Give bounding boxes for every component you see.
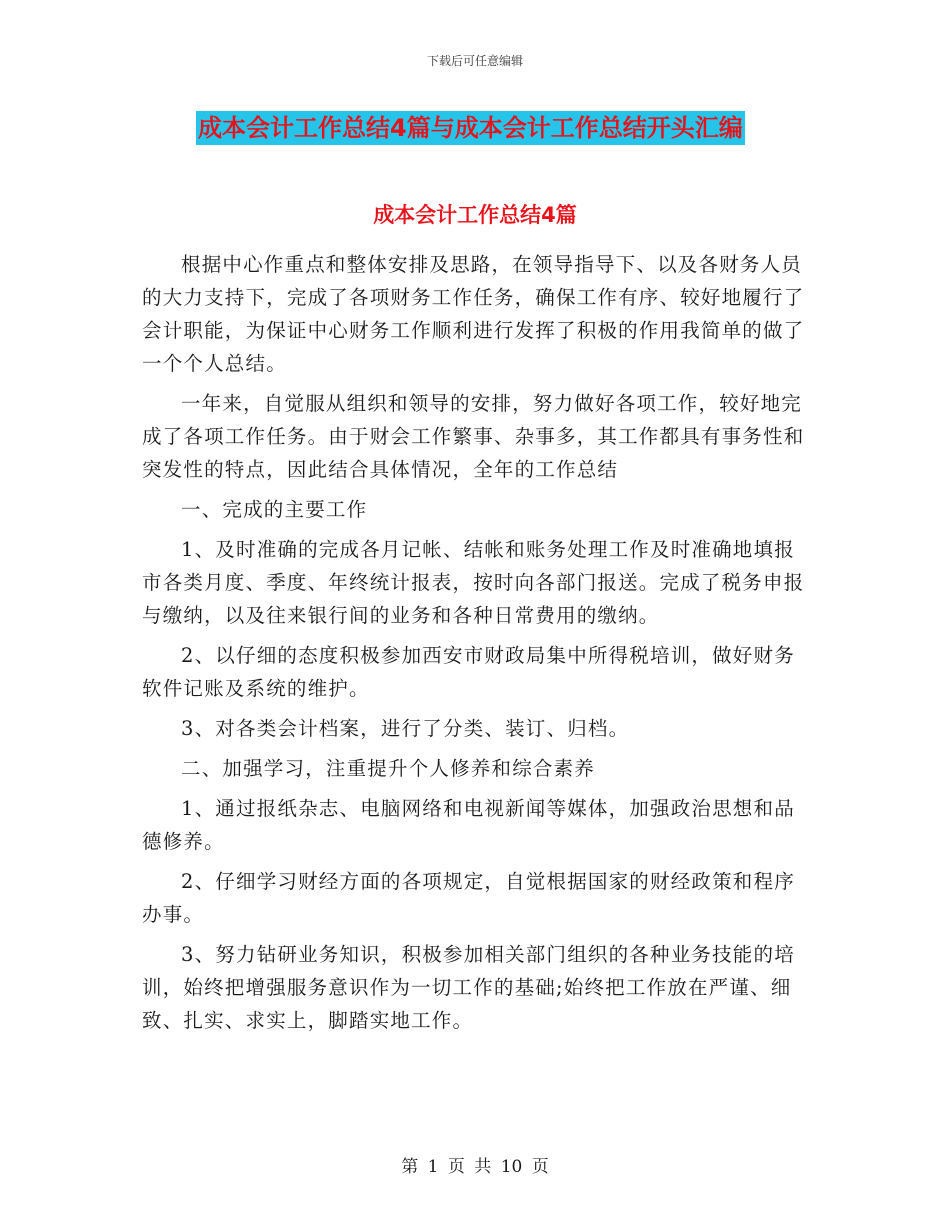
paragraph-heading: 一、完成的主要工作 [181,498,368,521]
paragraph-heading: 二、加强学习，注重提升个人修养和综合素养 [181,757,596,780]
document-title: 成本会计工作总结4篇与成本会计工作总结开头汇编 [196,111,745,145]
section-title: 成本会计工作总结4篇 [373,203,577,227]
paragraph: 一年来，自觉服从组织和领导的安排，努力做好各项工作，较好地完成了各项工作任务。由于财会工作繁事、杂事多，其工作都具有事务性和突发性的特点，因此结合具体情况，全年的工作总结 [142,392,805,481]
paragraph: 3、努力钻研业务知识，积极参加相关部门组织的各种业务技能的培训，始终把增强服务意识作为一切工作的基础;始终把工作放在严谨、细致、扎实、求实上，脚踏实地工作。 [142,943,795,1032]
page-footer: 第 1 页 共 10 页 [401,1157,549,1177]
paragraph: 3、对各类会计档案，进行了分类、装订、归档。 [181,717,630,740]
paragraph: 2、以仔细的态度积极参加西安市财政局集中所得税培训，做好财务软件记账及系统的维护。 [142,644,795,700]
paragraph: 2、仔细学习财经方面的各项规定，自觉根据国家的财经政策和程序办事。 [142,870,795,926]
paragraph: 1、通过报纸杂志、电脑网络和电视新闻等媒体，加强政治思想和品德修养。 [142,797,795,853]
header-note: 下载后可任意编辑 [426,54,523,68]
paragraph: 根据中心作重点和整体安排及思路，在领导指导下、以及各财务人员的大力支持下，完成了各项财务工作任务，确保工作有序、较好地履行了会计职能，为保证中心财务工作顺利进行发挥了积极的作用我简单的做了一个个人总结。 [142,253,805,375]
document-body [142,248,814,1044]
paragraph: 1、及时准确的完成各月记帐、结帐和账务处理工作及时准确地填报市各类月度、季度、年终统计报表，按时向各部门报送。完成了税务申报与缴纳，以及往来银行间的业务和各种日常费用的缴纳。 [142,538,805,627]
document-title-container [196,111,745,145]
